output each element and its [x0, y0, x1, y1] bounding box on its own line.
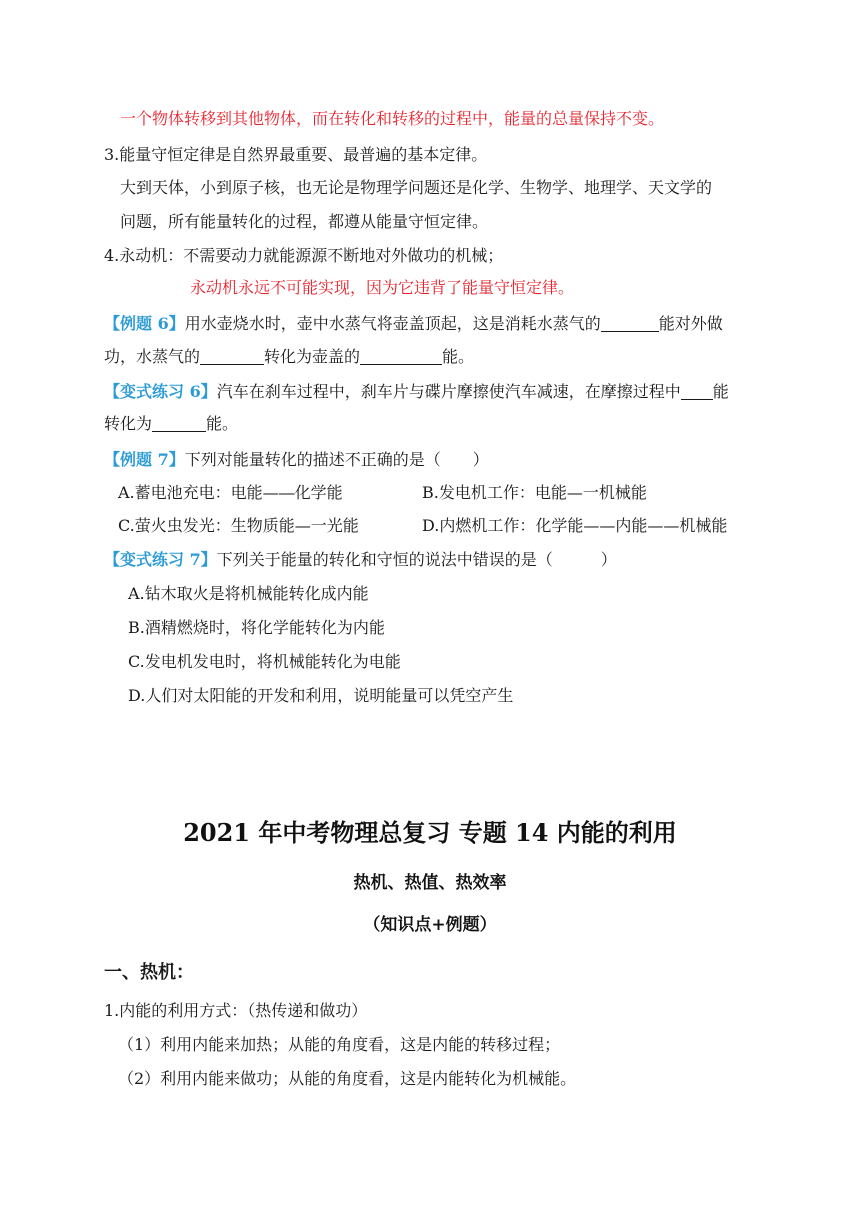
- example-7-option-a: A.蓄电池充电：电能—―化学能: [118, 483, 343, 502]
- example-7-option-d: D.内燃机工作：化学能——内能——机械能: [422, 516, 728, 535]
- item-3: 3.能量守恒定律是自然界最重要、最普遍的基本定律。: [104, 145, 488, 164]
- item-3-detail-1: 大到天体，小到原子核，也无论是物理学问题还是化学、生物学、地理学、天文学的: [120, 178, 713, 197]
- example-7-option-c: C.萤火虫发光：生物质能—一光能: [118, 516, 359, 535]
- example-6-text: 能对外做: [658, 314, 723, 333]
- conservation-law-continuation: 一个物体转移到其他物体，而在转化和转移的过程中，能量的总量保持不变。: [120, 109, 665, 128]
- practice-6-text: 能: [712, 382, 729, 401]
- practice-7-question: [104, 549, 617, 571]
- answer-blank[interactable]: [200, 348, 264, 365]
- practice-7-option-b: B.酒精燃烧时，将化学能转化为内能: [128, 618, 385, 637]
- example-6-text: 功，水蒸气的: [104, 347, 201, 366]
- document-subtitle: 热机、热值、热效率: [353, 873, 507, 893]
- example-7-option-b: B.发电机工作：电能—一机械能: [422, 483, 647, 502]
- section-1-item-1: 1.内能的利用方式：（热传递和做功）: [104, 1001, 368, 1020]
- practice-6-text: 能。: [206, 414, 239, 433]
- example-6-text: 用水壶烧水时，壶中水蒸气将壶盖顶起，这是消耗水蒸气的: [184, 314, 601, 333]
- section-1-sub-2: （2）利用内能来做功；从能的角度看，这是内能转化为机械能。: [118, 1069, 577, 1088]
- practice-7-text: 下列关于能量的转化和守恒的说法中错误的是（ ）: [216, 550, 617, 569]
- practice-6-tag: 【变式练习 6】: [104, 382, 217, 401]
- practice-6-line-1: [104, 381, 729, 403]
- answer-blank[interactable]: [360, 348, 442, 365]
- practice-7-option-d: D.人们对太阳能的开发和利用，说明能量可以凭空产生: [128, 686, 514, 705]
- example-6-line-2: [104, 346, 474, 368]
- practice-7-option-a: A.钻木取火是将机械能转化成内能: [128, 584, 369, 603]
- item-3-detail-2: 问题，所有能量转化的过程，都遵从能量守恒定律。: [120, 212, 489, 231]
- practice-6-line-2: [104, 413, 238, 435]
- section-1-sub-1: （1）利用内能来加热；从能的角度看，这是内能的转移过程；: [118, 1035, 561, 1054]
- answer-blank[interactable]: [152, 415, 206, 432]
- practice-7-option-c: C.发电机发电时，将机械能转化为电能: [128, 652, 401, 671]
- document-title: 2021 年中考物理总复习 专题 14 内能的利用: [183, 818, 677, 847]
- practice-6-text: 汽车在刹车过程中，刹车片与碟片摩擦使汽车减速，在摩擦过程中: [216, 382, 681, 401]
- section-heading: 一、热机：: [104, 962, 194, 983]
- item-4: 4.永动机：不需要动力就能源源不断地对外做功的机械；: [104, 246, 504, 265]
- item-4-red-note: 永动机永远不可能实现，因为它违背了能量守恒定律。: [190, 278, 575, 297]
- example-7-tag: 【例题 7】: [104, 450, 185, 469]
- example-6-text: 转化为壶盖的: [264, 347, 361, 366]
- example-6-text: 能。: [442, 347, 475, 366]
- answer-blank[interactable]: [681, 383, 713, 400]
- document-note: （知识点+例题）: [363, 915, 497, 935]
- example-7-text: 下列对能量转化的描述不正确的是（ ）: [184, 450, 489, 469]
- example-6-tag: 【例题 6】: [104, 314, 185, 333]
- practice-7-tag: 【变式练习 7】: [104, 550, 217, 569]
- answer-blank[interactable]: [601, 315, 659, 332]
- practice-6-text: 转化为: [104, 414, 153, 433]
- example-6-line-1: [104, 313, 723, 335]
- example-7-question: [104, 449, 489, 471]
